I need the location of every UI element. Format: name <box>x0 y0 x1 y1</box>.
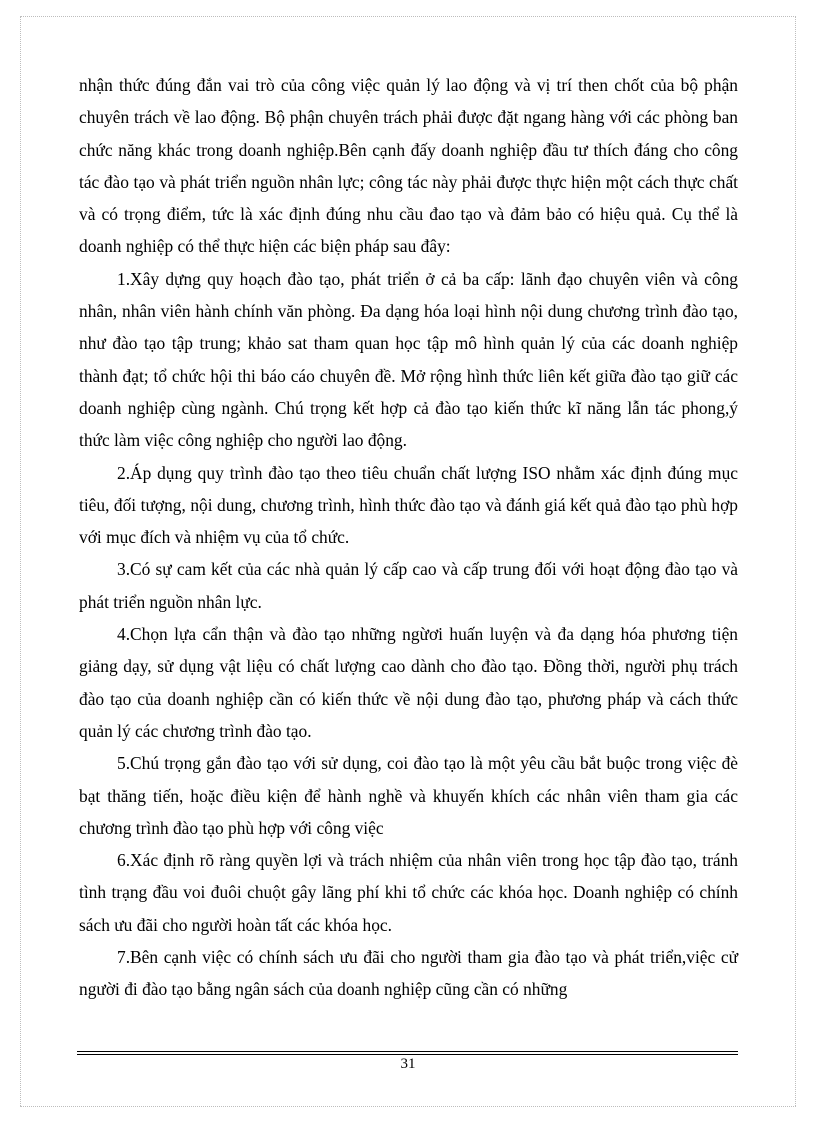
paragraph-item-2: 2.Áp dụng quy trình đào tạo theo tiêu chuẩn chất lượng ISO nhằm xác định đúng mục tiêu, đối tượng, nội dung, chương trình, hình thức đào tạo và đánh giá kết quả đào tạo phù hợp với mục đích và nhiệm vụ của tổ chức. <box>79 462 738 548</box>
paragraph-item-6: 6.Xác định rõ ràng quyền lợi và trách nhiệm của nhân viên trong học tập đào tạo, tránh tình trạng đầu voi đuôi chuột gây lãng phí khi tổ chức các khóa học. Doanh nghiệp có chính sách ưu đãi cho người hoàn tất các khóa học. <box>79 850 738 935</box>
paragraph-item-7: 7.Bên cạnh việc có chính sách ưu đãi cho người tham gia đào tạo và phát triển,việc cử người đi đào tạo bằng ngân sách của doanh nghiệp cũng cần có những <box>79 947 738 1000</box>
paragraph-item-5: 5.Chú trọng gắn đào tạo với sử dụng, coi đào tạo là một yêu cầu bắt buộc trong việc đè bạt thăng tiến, hoặc điều kiện để hành nghề và khuyến khích các nhân viên tham gia các chương trình đào tạo phù hợp với công việc <box>79 753 738 838</box>
page-border-top <box>20 16 796 17</box>
paragraph-item-4: 4.Chọn lựa cẩn thận và đào tạo những ngừơi huấn luyện và đa dạng hóa phương tiện giảng dạy, sử dụng vật liệu có chất lượng cao dành cho đào tạo. Đồng thời, người phụ trách đào tạo của doanh nghiệp cần có kiến thức về nội dung đào tạo, phương pháp và cách thức quản lý các chương trình đào tạo. <box>79 624 738 741</box>
page-body <box>79 69 738 1006</box>
page-number: 31 <box>400 1056 416 1072</box>
page-border-left <box>20 16 21 1106</box>
paragraph-item-1: 1.Xây dựng quy hoạch đào tạo, phát triển ở cả ba cấp: lãnh đạo chuyên viên và công nhân, nhân viên hành chính văn phòng. Đa dạng hóa loại hình nội dung chương trình đào tạo, như đào tạo tập trung; khảo sat tham quan học tập mô hình quản lý của các doanh nghiệp thành đạt; tổ chức hội thi báo cáo chuyên đề. Mở rộng hình thức liên kết giữa đào tạo giữ các doanh nghiệp cùng ngành. Chú trọng kết hợp cả đào tạo kiến thức kĩ năng lẫn tác phong,ý thức làm việc công nghiệp cho người lao động. <box>79 268 738 451</box>
paragraph-continuation: nhận thức đúng đắn vai trò của công việc quản lý lao động và vị trí then chốt của bộ phận chuyên trách về lao động. Bộ phận chuyên trách phải được đặt ngang hàng với các phòng ban chức năng khác trong doanh nghiệp.Bên cạnh đấy doanh nghiệp đầu tư thích đáng cho công tác đào tạo và phát triển nguồn nhân lực; công tác này phải được thực hiện một cách thực chất và có trọng điểm, tức là xác định đúng nhu cầu đao tạo và đảm bảo có hiệu quả. Cụ thể là doanh nghiệp có thể thực hiện các biện pháp sau đây: <box>79 75 738 257</box>
page-border-right <box>795 16 796 1106</box>
footer-rule <box>77 1051 738 1052</box>
paragraph-item-3: 3.Có sự cam kết của các nhà quản lý cấp cao và cấp trung đối với hoạt động đào tạo và phát triển nguồn nhân lực. <box>79 559 738 612</box>
page-border-bottom <box>20 1106 796 1107</box>
